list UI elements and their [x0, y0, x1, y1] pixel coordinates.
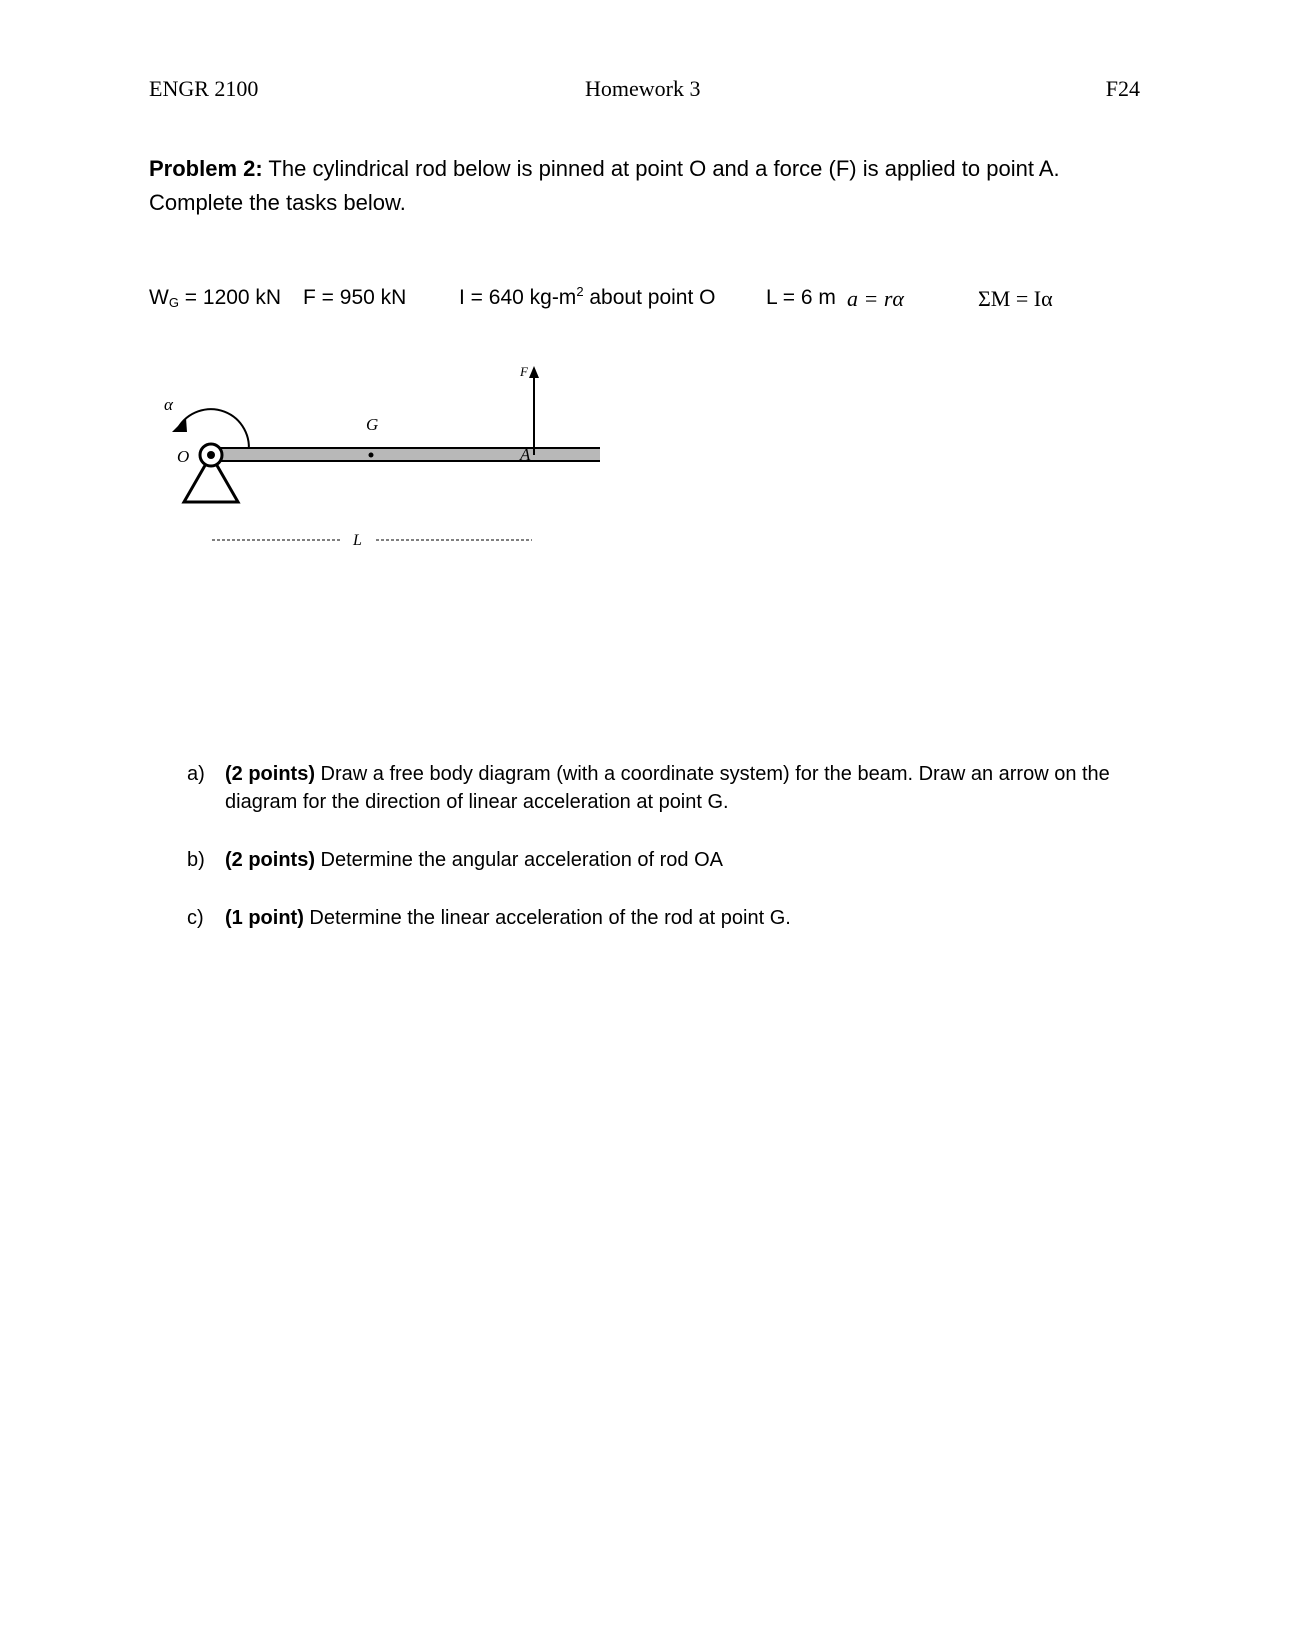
task-points: (1 point): [225, 907, 304, 929]
rod: [208, 448, 600, 461]
given-inertia: I = 640 $kg-m^2$ about point O: [459, 284, 716, 309]
task-text: Determine the linear acceleration of the rod at point G.: [303, 907, 791, 929]
course-code: ENGR 2100: [149, 76, 259, 101]
task-points: (2 points): [225, 763, 315, 785]
rod-diagram: [140, 360, 600, 560]
task-marker: b): [187, 849, 205, 871]
center-of-mass-point: [369, 453, 374, 458]
alpha-label: α: [164, 395, 173, 414]
pin-center-icon: [207, 451, 215, 459]
task-item: [187, 846, 1147, 874]
given-length: L = 6 m: [766, 286, 836, 309]
given-moment-equation: ΣM = Iα: [978, 286, 1053, 311]
problem-label: Problem 2:: [149, 156, 263, 181]
alpha-arrowhead-icon: [172, 418, 187, 432]
task-marker: a): [187, 763, 205, 785]
force-label: F: [520, 364, 528, 379]
given-relation: a = rα: [847, 286, 904, 311]
task-text: Draw a free body diagram (with a coordinate system) for the beam. Draw an arrow on the diagram for the direction of linear acceleration at point G.: [225, 763, 1110, 813]
assignment-title: Homework 3: [585, 76, 701, 101]
given-force: F = 950 kN: [303, 286, 407, 309]
task-text: Determine the angular acceleration of rod OA: [315, 849, 723, 871]
task-list: [187, 760, 1147, 962]
force-arrowhead-icon: [529, 366, 539, 378]
task-points: (2 points): [225, 849, 315, 871]
length-label: L: [353, 532, 362, 549]
problem-text: The cylindrical rod below is pinned at point O and a force (F) is applied to point A. Complete the tasks below.: [149, 156, 1060, 215]
task-marker: c): [187, 907, 204, 929]
term-label: F24: [1105, 76, 1140, 101]
center-label: G: [366, 415, 379, 434]
task-item: [187, 760, 1147, 816]
pin-label: O: [177, 447, 190, 466]
given-weight: $W_G = 1200$ kN: [149, 286, 282, 310]
end-label: A: [520, 445, 531, 464]
problem-statement: [149, 152, 1149, 220]
task-item: [187, 904, 1147, 932]
